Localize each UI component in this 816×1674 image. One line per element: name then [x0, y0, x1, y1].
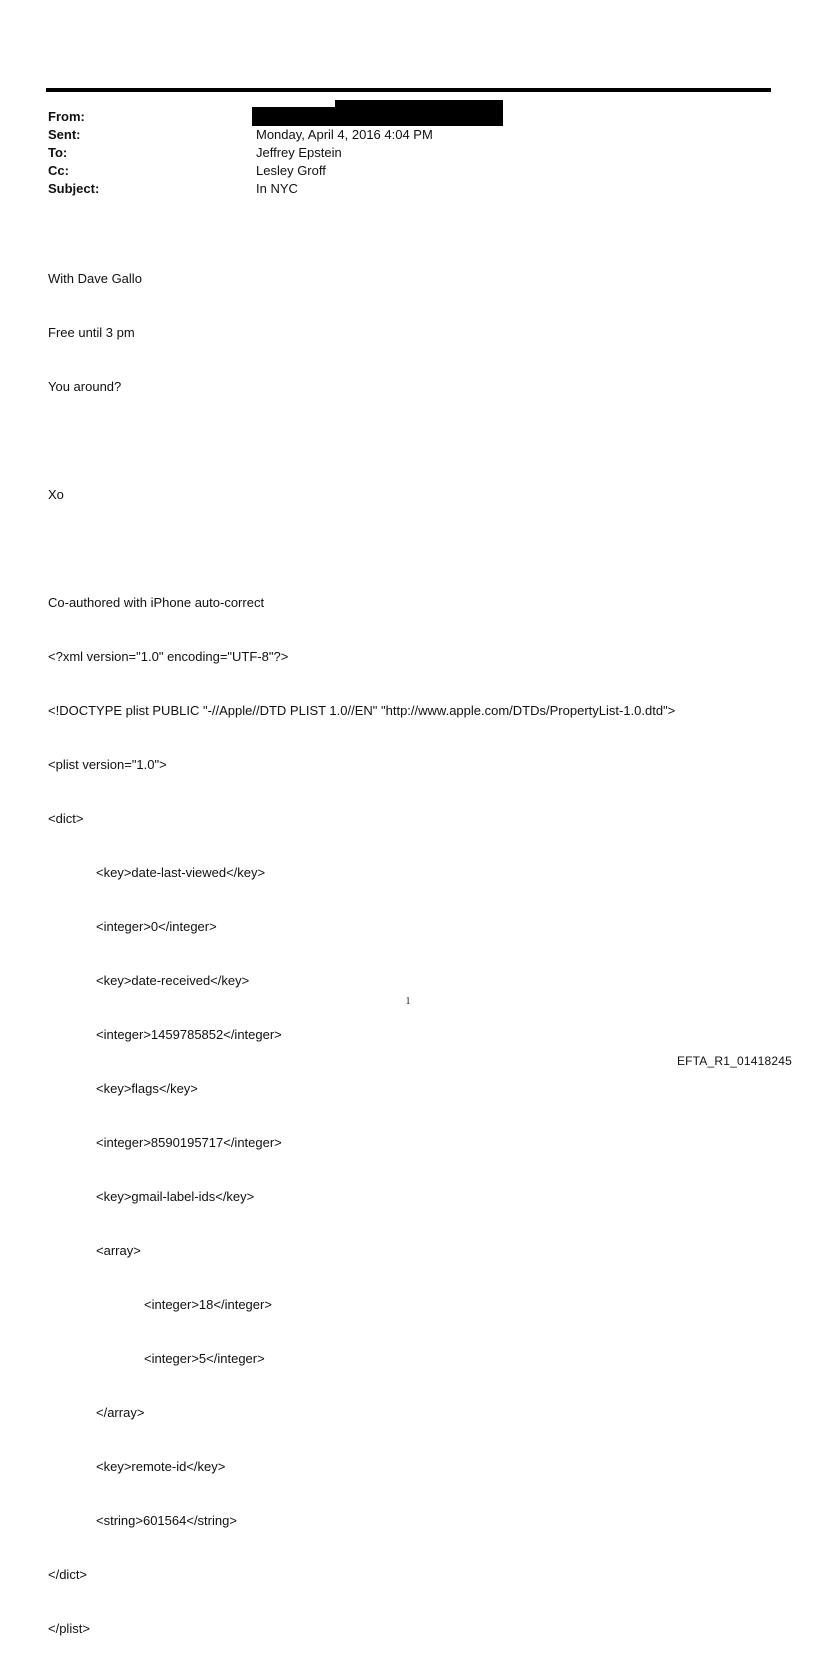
message-line: With Dave Gallo	[48, 271, 142, 286]
plist-line: <key>date-received</key>	[96, 973, 250, 988]
signature: Co-authored with iPhone auto-correct	[48, 595, 265, 610]
blank-line	[48, 540, 788, 558]
message-line: You around?	[48, 379, 122, 394]
bates-number: EFTA_R1_01418245	[676, 1054, 792, 1068]
message-line: Free until 3 pm	[48, 325, 135, 340]
cc-value: Lesley Groff	[256, 163, 326, 178]
sent-label: Sent:	[48, 127, 81, 142]
plist-line: <key>date-last-viewed</key>	[96, 865, 266, 880]
plist-line: <key>remote-id</key>	[96, 1459, 226, 1474]
signoff: Xo	[48, 487, 64, 502]
plist-line: <plist version="1.0">	[48, 757, 167, 772]
plist-line: <string>601564</string>	[96, 1513, 237, 1528]
plist-line: <integer>8590195717</integer>	[96, 1135, 282, 1150]
subject-label: Subject:	[48, 181, 100, 196]
header-divider	[46, 88, 771, 92]
plist-line: </array>	[96, 1405, 145, 1420]
email-header	[48, 108, 748, 198]
cc-label: Cc:	[48, 163, 69, 178]
sent-row	[48, 126, 748, 144]
page-number: 1	[405, 996, 411, 1007]
cc-row	[48, 162, 748, 180]
plist-line: <array>	[96, 1243, 141, 1258]
plist-line: <key>flags</key>	[96, 1081, 198, 1096]
subject-row	[48, 180, 748, 198]
plist-line: <?xml version="1.0" encoding="UTF-8"?>	[48, 649, 289, 664]
plist-line: </plist>	[48, 1621, 90, 1636]
to-value: Jeffrey Epstein	[256, 145, 342, 160]
redaction-notch	[252, 100, 335, 107]
plist-line: </dict>	[48, 1567, 88, 1582]
plist-line: <!DOCTYPE plist PUBLIC "-//Apple//DTD PLIST 1.0//EN" "http://www.apple.com/DTDs/PropertyList-1.0.dtd">	[48, 703, 676, 718]
sent-value: Monday, April 4, 2016 4:04 PM	[256, 127, 433, 142]
from-row	[48, 108, 748, 126]
plist-line: <integer>5</integer>	[144, 1351, 265, 1366]
plist-line: <integer>18</integer>	[144, 1297, 272, 1312]
plist-line: <dict>	[48, 811, 84, 826]
email-body	[48, 234, 788, 1674]
to-label: To:	[48, 145, 68, 160]
plist-line: <integer>1459785852</integer>	[96, 1027, 282, 1042]
subject-value: In NYC	[256, 181, 298, 196]
plist-line: <integer>0</integer>	[96, 919, 217, 934]
blank-line	[48, 432, 788, 450]
to-row	[48, 144, 748, 162]
plist-line: <key>gmail-label-ids</key>	[96, 1189, 255, 1204]
from-label: From:	[48, 109, 85, 124]
